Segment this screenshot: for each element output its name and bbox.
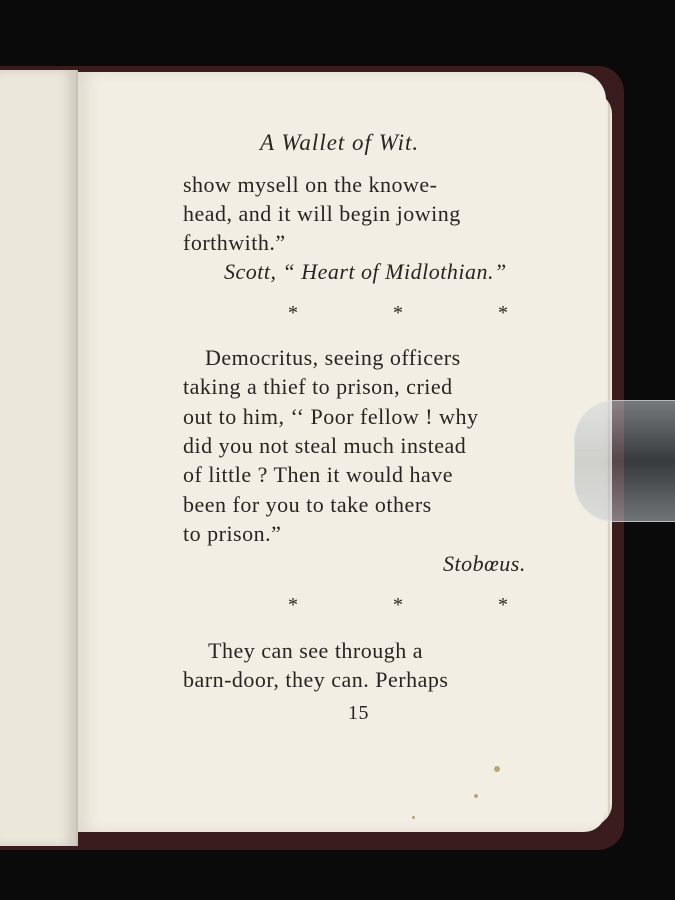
running-header: A Wallet of Wit.	[260, 130, 420, 155]
text-line: of little ? Then it would have	[183, 462, 453, 487]
text-line: show mysell on the knowe-	[183, 172, 438, 197]
text-line: barn-door, they can. Perhaps	[183, 667, 449, 692]
text-line: to prison.”	[183, 521, 282, 546]
foxing-spot	[412, 816, 415, 819]
left-page	[0, 70, 78, 846]
text-line: did you not steal much instead	[183, 433, 467, 458]
separator: * * *	[288, 594, 553, 616]
foxing-spot	[474, 794, 478, 798]
attribution: Stobœus.	[443, 551, 526, 576]
text-line: taking a thief to prison, cried	[183, 374, 453, 399]
text-line: out to him, ‘‘ Poor fellow ! why	[183, 404, 479, 429]
text-line: They can see through a	[208, 638, 424, 663]
text-line: head, and it will begin jowing	[183, 201, 461, 226]
book-clip	[574, 400, 675, 522]
text-line: Democritus, seeing officers	[205, 345, 461, 370]
foxing-spot	[494, 766, 500, 772]
attribution: Scott, “ Heart of Midlothian.”	[224, 259, 507, 284]
separator: * * *	[288, 302, 553, 324]
text-line: forthwith.”	[183, 230, 286, 255]
text-line: been for you to take others	[183, 492, 432, 517]
page-number: 15	[348, 702, 369, 724]
